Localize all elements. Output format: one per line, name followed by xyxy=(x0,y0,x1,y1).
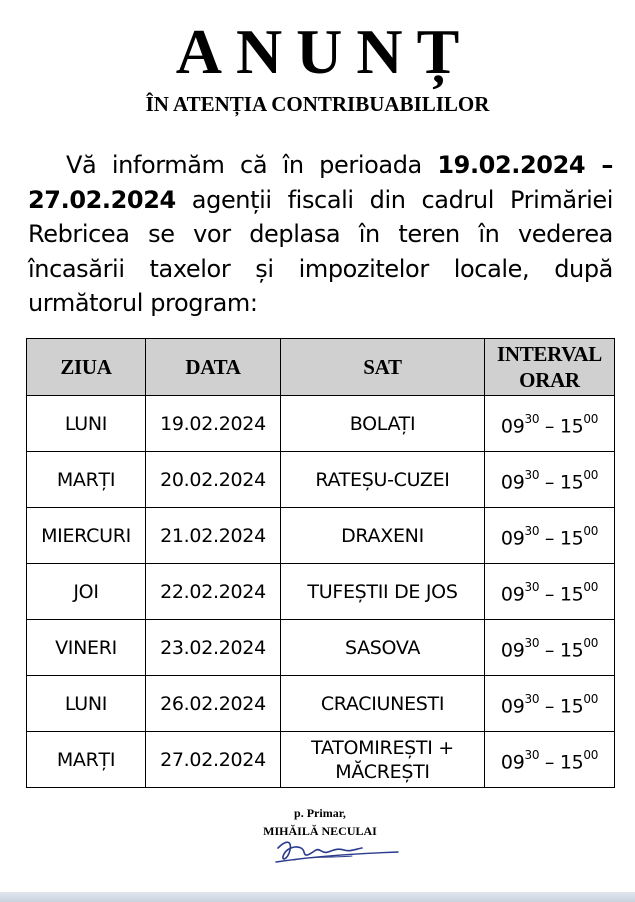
cell-day: LUNI xyxy=(27,396,146,452)
schedule-table xyxy=(26,338,615,788)
cell-date: 23.02.2024 xyxy=(146,620,281,676)
intro-suffix: agenții fiscali din cadrul Primăriei Rebricea se vor deplasa în teren în vederea încasării taxelor și impozitelor locale, după următorul program: xyxy=(28,185,613,317)
cell-village: SASOVA xyxy=(281,620,485,676)
table-row xyxy=(27,620,615,676)
cell-date: 22.02.2024 xyxy=(146,564,281,620)
header-day: ZIUA xyxy=(27,339,146,396)
header-village: SAT xyxy=(281,339,485,396)
cell-interval: $09^{30} - 15^{00}$ xyxy=(485,396,615,452)
cell-interval: $09^{30} - 15^{00}$ xyxy=(485,564,615,620)
cell-interval: $09^{30} - 15^{00}$ xyxy=(485,452,615,508)
announcement-subtitle: ÎN ATENȚIA CONTRIBUABILILOR xyxy=(145,92,490,116)
table-row xyxy=(27,676,615,732)
announcement-title: ANUNȚ xyxy=(175,16,474,87)
signature-name: MIHĂILĂ NECULAI xyxy=(263,824,377,838)
table-row xyxy=(27,396,615,452)
cell-date: 20.02.2024 xyxy=(146,452,281,508)
intro-prefix: Vă informăm că în perioada xyxy=(66,151,438,179)
table-row xyxy=(27,508,615,564)
cell-date: 21.02.2024 xyxy=(146,508,281,564)
table-header-row xyxy=(27,339,615,396)
cell-village: DRAXENI xyxy=(281,508,485,564)
cell-day: MARȚI xyxy=(27,452,146,508)
cell-day: MARȚI xyxy=(27,732,146,788)
cell-day: LUNI xyxy=(27,676,146,732)
cell-village: TATOMIREȘTI + MĂCREȘTI xyxy=(281,732,485,788)
intro-period: 19.02.2024 – 27.02.2024 xyxy=(28,151,613,214)
cell-day: VINERI xyxy=(27,620,146,676)
cell-village: RATEȘU-CUZEI xyxy=(281,452,485,508)
intro-paragraph xyxy=(28,148,613,321)
cell-day: MIERCURI xyxy=(27,508,146,564)
cell-village: BOLAȚI xyxy=(281,396,485,452)
header-interval: INTERVAL ORAR xyxy=(485,339,615,396)
cell-date: 19.02.2024 xyxy=(146,396,281,452)
table-row xyxy=(27,452,615,508)
cell-interval: $09^{30} - 15^{00}$ xyxy=(485,732,615,788)
cell-interval: $09^{30} - 15^{00}$ xyxy=(485,620,615,676)
table-row xyxy=(27,732,615,788)
header-date: DATA xyxy=(146,339,281,396)
handwritten-signature-icon xyxy=(272,834,402,868)
cell-day: JOI xyxy=(27,564,146,620)
signature-title: p. Primar, xyxy=(294,806,346,820)
cell-date: 27.02.2024 xyxy=(146,732,281,788)
table-row xyxy=(27,564,615,620)
cell-interval: $09^{30} - 15^{00}$ xyxy=(485,508,615,564)
cell-village: TUFEȘTII DE JOS xyxy=(281,564,485,620)
window-bottom-edge xyxy=(0,892,635,902)
cell-interval: $09^{30} - 15^{00}$ xyxy=(485,676,615,732)
cell-date: 26.02.2024 xyxy=(146,676,281,732)
cell-village: CRACIUNESTI xyxy=(281,676,485,732)
